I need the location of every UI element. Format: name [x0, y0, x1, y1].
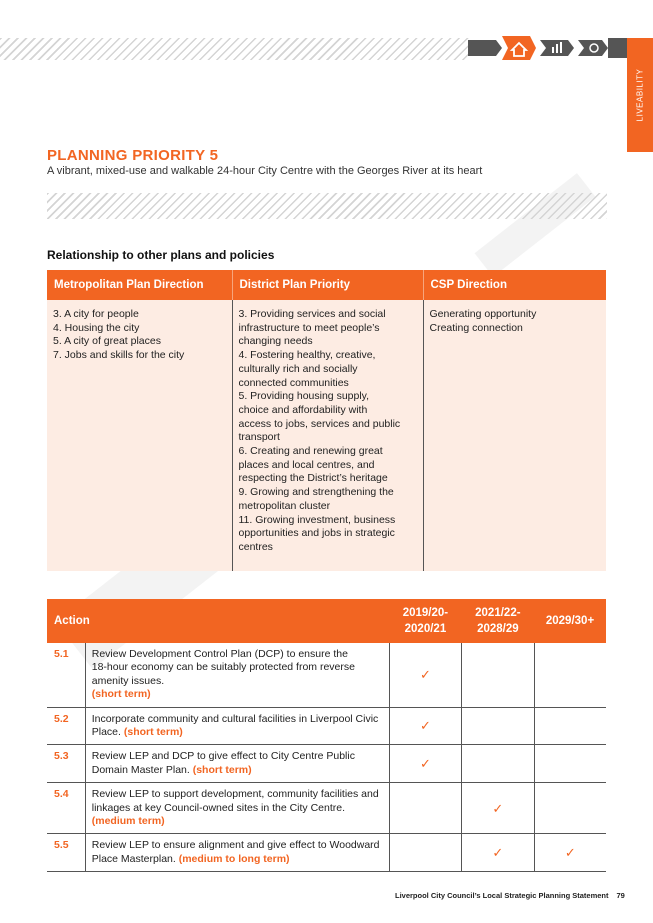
check-cell: [462, 783, 534, 834]
check-icon: ✓: [419, 718, 431, 734]
check-icon: ✓: [492, 845, 504, 861]
list-item: 9. Growing and strengthening the: [238, 486, 394, 499]
plans-table: [47, 270, 606, 571]
header-csp: CSP Direction: [423, 270, 606, 300]
check-cell: [389, 834, 461, 872]
metropolitan-cell: [47, 300, 232, 571]
list-item: centres: [238, 540, 273, 553]
action-description: [85, 783, 389, 834]
check-cell: [534, 783, 606, 834]
district-cell: [232, 300, 423, 571]
list-item: 3. A city for people: [53, 308, 139, 320]
list-item: 7. Jobs and skills for the city: [53, 349, 185, 362]
list-item: infrastructure to meet people’s: [238, 321, 380, 334]
header-action: Action: [47, 599, 389, 643]
check-cell: [389, 783, 461, 834]
connectivity-icon: [468, 40, 502, 56]
check-cell: [389, 707, 461, 745]
list-item: choice and affordability with: [238, 403, 368, 416]
list-item: culturally rich and socially: [238, 362, 358, 375]
relationship-heading: Relationship to other plans and policies: [47, 248, 275, 262]
check-icon: ✓: [419, 756, 431, 772]
list-item: connected communities: [238, 376, 349, 389]
section-label: LIVEABILITY: [635, 68, 645, 122]
priority-subtitle: A vibrant, mixed-use and walkable 24-hour City Centre with the Georges River at its heart: [47, 165, 483, 177]
theme-icons-bar: [468, 30, 628, 68]
list-item: 5. Providing housing supply,: [238, 390, 370, 403]
list-item: access to jobs, services and public: [238, 417, 401, 430]
check-icon: ✓: [419, 667, 431, 683]
header-2019-2021: [389, 599, 461, 643]
description-text: Incorporate community and cultural facilities in Liverpool Civic Place.: [91, 712, 379, 739]
description-text: Review LEP and DCP to give effect to City Centre Public Domain Master Plan.: [91, 750, 355, 776]
header-line: 2019/20-: [402, 607, 449, 619]
header-2029-plus: 2029/30+: [534, 599, 606, 643]
table-row: [47, 745, 606, 783]
check-cell: [462, 834, 534, 872]
list-item: Generating opportunity: [429, 308, 537, 320]
list-item: changing needs: [238, 335, 313, 348]
action-number: 5.5: [47, 834, 85, 872]
action-table: [47, 599, 606, 872]
csp-cell: [423, 300, 606, 571]
list-item: respecting the District’s heritage: [238, 472, 388, 485]
page-footer: [395, 891, 625, 900]
action-number: 5.2: [47, 707, 85, 745]
list-item: 6. Creating and renewing great: [238, 445, 383, 458]
term-label: (short term): [91, 688, 151, 701]
header-metropolitan: Metropolitan Plan Direction: [47, 270, 232, 300]
header-line: 2028/29: [477, 623, 519, 635]
table-row: [47, 834, 606, 872]
action-description: [85, 834, 389, 872]
header-2021-2029: [462, 599, 534, 643]
list-item: metropolitan cluster: [238, 499, 331, 512]
section-side-tab: [627, 38, 653, 152]
term-label: (medium term): [91, 815, 165, 828]
check-cell: [534, 707, 606, 745]
table-row: [47, 783, 606, 834]
action-number: 5.4: [47, 783, 85, 834]
header-line: 2021/22-: [475, 607, 521, 619]
table-row: [47, 643, 606, 707]
check-cell: [462, 643, 534, 707]
check-cell: [534, 745, 606, 783]
description-text: Review LEP to ensure alignment and give effect to Woodward Place Masterplan.: [91, 839, 380, 865]
description-line: amenity issues.: [91, 674, 165, 687]
term-label: (medium to long term): [178, 852, 290, 865]
hatch-band-top: [0, 38, 470, 60]
action-description: [85, 707, 389, 745]
action-number: 5.1: [47, 643, 85, 707]
header-district: District Plan Priority: [232, 270, 423, 300]
hatch-band-middle: [47, 193, 607, 219]
table-row: [47, 707, 606, 745]
check-cell: [389, 643, 461, 707]
list-item: places and local centres, and: [238, 458, 375, 471]
action-description: [85, 643, 389, 707]
header-line: 2020/21: [404, 623, 447, 635]
footer-text: Liverpool City Council’s Local Strategic Planning Statement: [395, 891, 609, 900]
check-icon: ✓: [564, 845, 576, 861]
list-item: transport: [238, 431, 280, 444]
priority-title: PLANNING PRIORITY 5: [47, 147, 219, 164]
action-number: 5.3: [47, 745, 85, 783]
list-item: 4. Fostering healthy, creative,: [238, 349, 376, 362]
description-line: 18-hour economy can be suitably protected from reverse: [91, 661, 355, 674]
list-item: 3. Providing services and social: [238, 308, 386, 320]
term-label: (short term): [192, 763, 252, 776]
list-item: 5. A city of great places: [53, 335, 161, 348]
page-number: 79: [616, 891, 625, 900]
watermark-shape: [475, 173, 596, 277]
term-label: (short term): [123, 726, 183, 739]
action-description: [85, 745, 389, 783]
description-line: Review Development Control Plan (DCP) to ensure the: [91, 648, 348, 660]
check-cell: [534, 834, 606, 872]
check-cell: [462, 707, 534, 745]
check-cell: [389, 745, 461, 783]
sustainability-icon: [578, 40, 608, 56]
list-item: opportunities and jobs in strategic: [238, 527, 395, 540]
list-item: 4. Housing the city: [53, 321, 140, 334]
description-text: Review LEP to support development, community facilities and linkages at key Council-owned sites in the City Centre.: [91, 788, 379, 814]
list-item: 11. Growing investment, business: [238, 513, 396, 526]
list-item: Creating connection: [429, 321, 523, 334]
check-icon: ✓: [492, 800, 504, 816]
check-cell: [462, 745, 534, 783]
check-cell: [534, 643, 606, 707]
